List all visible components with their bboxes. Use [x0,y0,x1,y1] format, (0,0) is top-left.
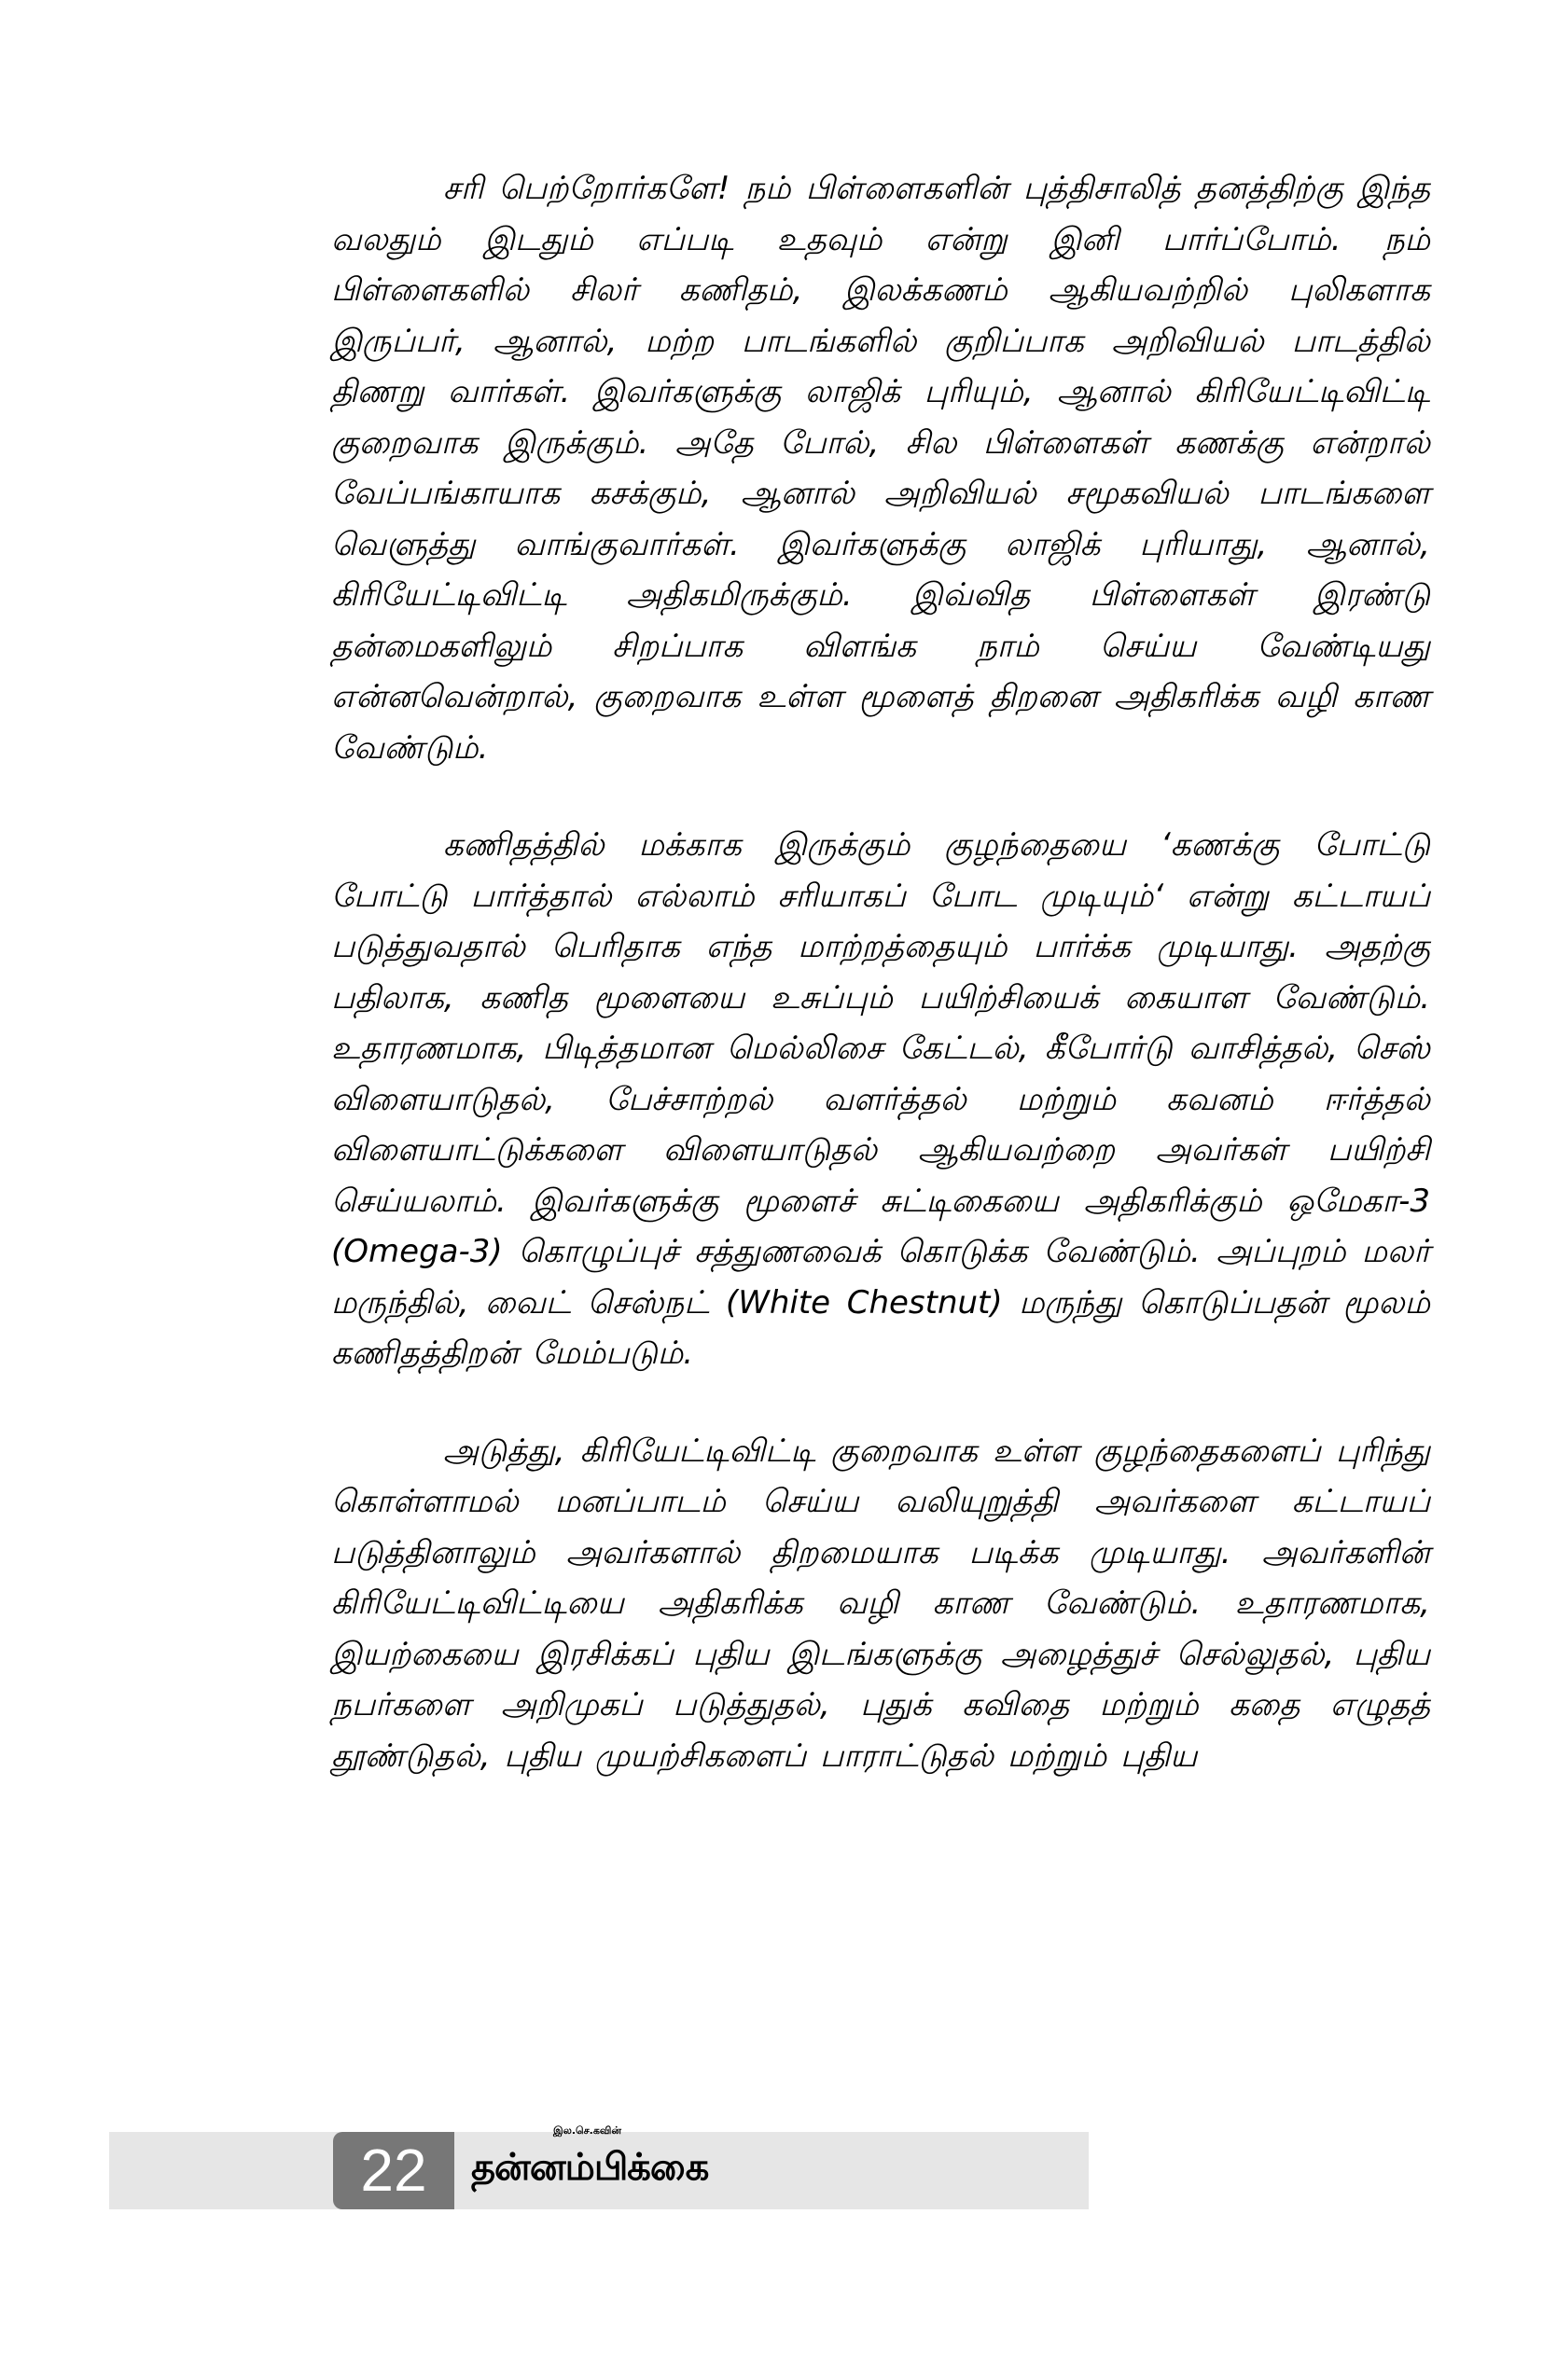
magazine-name: தன்னம்பிக்கை [471,2146,709,2189]
article-body [331,163,1430,1828]
paragraph-math-brain: கணிதத்தில் மக்காக இருக்கும் குழந்தையை ‘கணக்கு போட்டு போட்டு பார்த்தால் எல்லாம் சரியாகப் போட முடியும்‘ என்று கட்டாயப் படுத்துவதால் பெரிதாக எந்த மாற்றத்தையும் பார்க்க முடியாது. அதற்கு பதிலாக, கணித மூளையை உசுப்பும் பயிற்சியைக் கையாள வேண்டும். உதாரணமாக, பிடித்தமான மெல்லிசை கேட்டல், கீபோர்டு வாசித்தல், செஸ் விளையாடுதல், பேச்சாற்றல் வளர்த்தல் மற்றும் கவனம் ஈர்த்தல் விளையாட்டுக்களை விளையாடுதல் ஆகியவற்றை அவர்கள் பயிற்சி செய்யலாம். இவர்களுக்கு மூளைச் சுட்டிகையை அதிகரிக்கும் ஒமேகா-3 (Omega-3) கொழுப்புச் சத்துணவைக் கொடுக்க வேண்டும். அப்புறம் மலர் மருந்தில், வைட் செஸ்நட் (White Chestnut) மருந்து கொடுப்பதன் மூலம் கணிதத்திறன் மேம்படும். [331,826,1430,1372]
magazine-logo [471,2124,770,2218]
paragraph-intro: சரி பெற்றோர்களே! நம் பிள்ளைகளின் புத்திசாலித் தனத்திற்கு இந்த வலதும் இடதும் எப்படி உதவும் என்று இனி பார்ப்போம். நம் பிள்ளைகளில் சிலர் கணிதம், இலக்கணம் ஆகியவற்றில் புலிகளாக இருப்பர், ஆனால், மற்ற பாடங்களில் குறிப்பாக அறிவியல் பாடத்தில் திணறு வார்கள். இவர்களுக்கு லாஜிக் புரியும், ஆனால் கிரியேட்டிவிட்டி குறைவாக இருக்கும். அதே போல், சில பிள்ளைகள் கணக்கு என்றால் வேப்பங்காயாக கசக்கும், ஆனால் அறிவியல் சமூகவியல் பாடங்களை வெளுத்து வாங்குவார்கள். இவர்களுக்கு லாஜிக் புரியாது, ஆனால், கிரியேட்டிவிட்டி அதிகமிருக்கும். இவ்வித பிள்ளைகள் இரண்டு தன்மைகளிலும் சிறப்பாக விளங்க நாம் செய்ய வேண்டியது என்னவென்றால், குறைவாக உள்ள மூளைத் திறனை அதிகரிக்க வழி காண வேண்டும். [331,170,1430,767]
paragraph-creativity: அடுத்து, கிரியேட்டிவிட்டி குறைவாக உள்ள குழந்தைகளைப் புரிந்து கொள்ளாமல் மனப்பாடம் செய்ய வலியுறுத்தி அவர்களை கட்டாயப் படுத்தினாலும் அவர்களால் திறமையாக படிக்க முடியாது. அவர்களின் கிரியேட்டிவிட்டியை அதிகரிக்க வழி காண வேண்டும். உதாரணமாக, இயற்கையை இரசிக்கப் புதிய இடங்களுக்கு அழைத்துச் செல்லுதல், புதிய நபர்களை அறிமுகப் படுத்துதல், புதுக் கவிதை மற்றும் கதை எழுதத் தூண்டுதல், புதிய முயற்சிகளைப் பாராட்டுதல் மற்றும் புதிய [331,1432,1430,1775]
page-number: 22 [333,2132,454,2209]
magazine-tagline: இல.செ.கவின் [553,2124,622,2137]
